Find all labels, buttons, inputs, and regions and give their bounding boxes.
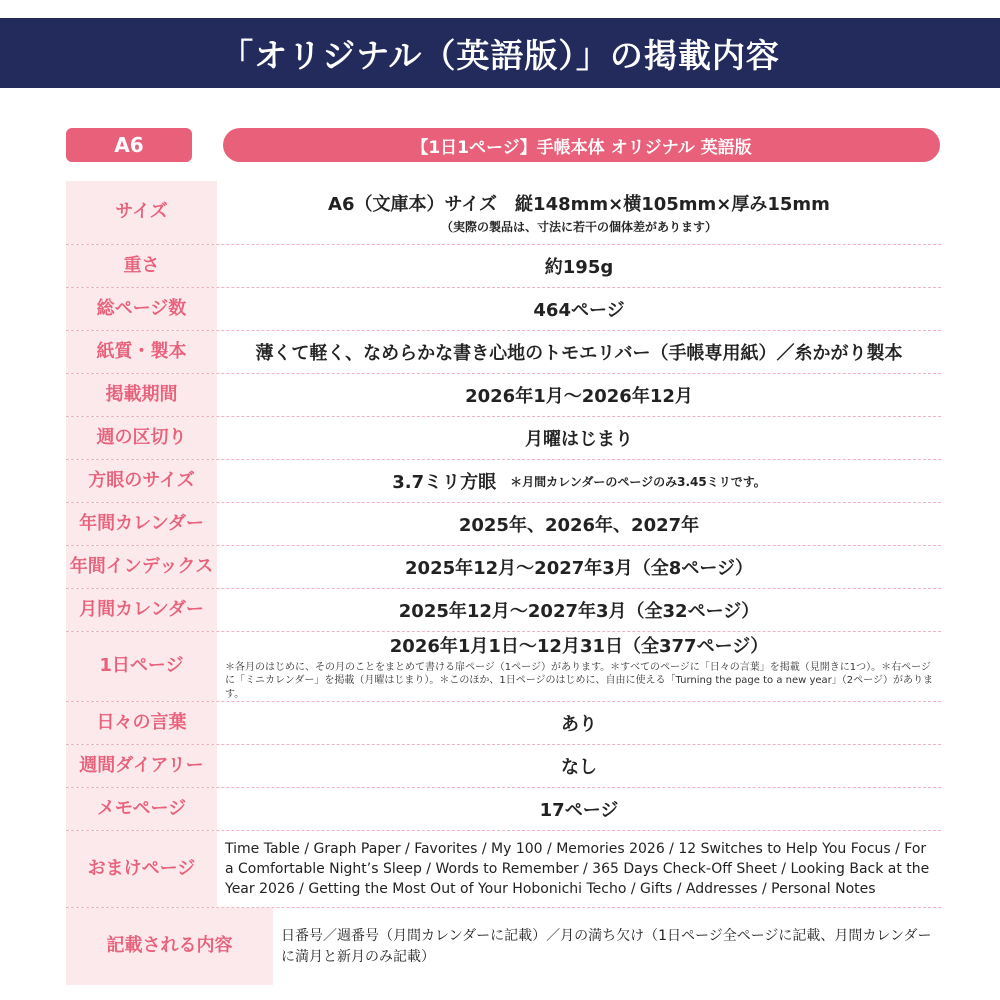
spec-row-period: [66, 374, 941, 417]
spec-row-pages: [66, 288, 941, 331]
spec-table: [66, 181, 941, 985]
spec-label: 年間インデックス: [66, 546, 217, 588]
spec-row-daily-quotes: [66, 702, 941, 745]
product-title: 【1日1ページ】手帳本体 オリジナル 英語版: [223, 128, 940, 162]
spec-label: 掲載期間: [66, 374, 217, 416]
spec-label: メモページ: [66, 788, 217, 830]
spec-row-bonus-pages: [66, 831, 941, 908]
spec-label: 総ページ数: [66, 288, 217, 330]
spec-value: [217, 831, 941, 907]
spec-note: ＊月間カレンダーのページのみ3.45ミリです。: [510, 474, 766, 489]
spec-value: 月曜はじまり: [525, 429, 633, 450]
spec-label: 紙質・製本: [66, 331, 217, 373]
spec-row-recorded-content: [66, 908, 941, 985]
spec-label: 日々の言葉: [66, 702, 217, 744]
spec-value-text: A6（文庫本）サイズ 縦148mm×横105mm×厚み15mm: [328, 194, 830, 215]
spec-label: 週間ダイアリー: [66, 745, 217, 787]
spec-value: 2025年12月〜2027年3月（全32ページ）: [398, 601, 760, 622]
spec-value: [273, 908, 941, 985]
spec-row-paper: [66, 331, 941, 374]
page-title: 「オリジナル（英語版）」の掲載内容: [220, 35, 780, 75]
spec-row-weight: [66, 245, 941, 288]
spec-value: 薄くて軽く、なめらかな書き心地のトモエリバー（手帳専用紙）／糸かがり製本: [255, 343, 903, 364]
spec-value: [217, 632, 941, 701]
spec-label: おまけページ: [66, 831, 217, 907]
spec-label: 月間カレンダー: [66, 589, 217, 631]
spec-value-text: Time Table / Graph Paper / Favorites / My 100 / Memories 2026 / 12 Switches to Help You Focus / For a Comfortable Night’s Sleep / Words to Remember / 365 Days Check-Off Sheet / Looking Back at the Year 2026 / Getting the Most Out of Your Hobonichi Techo / Gifts / Addresses / Personal Notes: [225, 840, 930, 898]
spec-value: 17ページ: [539, 800, 619, 821]
spec-label: 年間カレンダー: [66, 503, 217, 545]
spec-value: 2025年12月〜2027年3月（全8ページ）: [405, 558, 753, 579]
spec-row-yearly-calendar: [66, 503, 941, 546]
spec-row-memo-pages: [66, 788, 941, 831]
spec-row-monthly-calendar: [66, 589, 941, 632]
spec-value-text: 日番号／週番号（月間カレンダーに記載）／月の満ち欠け（1日ページ全ページに記載、月間カレンダーに満月と新月のみ記載）: [281, 927, 932, 965]
spec-value: 2025年、2026年、2027年: [458, 515, 700, 536]
spec-row-grid: [66, 460, 941, 503]
spec-value: 2026年1月〜2026年12月: [465, 386, 693, 407]
spec-value: [217, 181, 941, 244]
spec-row-daily-page: [66, 632, 941, 702]
spec-value: [217, 460, 941, 502]
spec-note: （実際の製品は、寸法に若干の個体差があります）: [440, 220, 717, 234]
spec-note: ＊各月のはじめに、その月のことをまとめて書ける扉ページ（1ページ）があります。＊すべてのページに「日々の言葉」を掲載（見開きに1つ）。＊右ページに「ミニカレンダー」を掲載（月曜はじまり）。＊このほか、1日ページのはじめに、自由に使える「Turning the page to a new year」（2ページ）があります。: [225, 661, 933, 700]
spec-value: なし: [561, 757, 597, 778]
spec-row-weekly-diary: [66, 745, 941, 788]
spec-label: 記載される内容: [66, 908, 273, 985]
spec-label: 方眼のサイズ: [66, 460, 217, 502]
spec-value-text: 3.7ミリ方眼: [392, 472, 497, 493]
page-header: [0, 18, 1000, 88]
spec-label: 週の区切り: [66, 417, 217, 459]
spec-value: 約195g: [544, 257, 614, 278]
spec-label: サイズ: [66, 181, 217, 244]
spec-row-week-start: [66, 417, 941, 460]
spec-label: 重さ: [66, 245, 217, 287]
size-badge: A6: [66, 128, 192, 162]
spec-row-size: [66, 181, 941, 245]
spec-value: あり: [561, 714, 597, 735]
spec-value-text: 2026年1月1日〜12月31日（全377ページ）: [389, 635, 769, 657]
spec-row-yearly-index: [66, 546, 941, 589]
spec-label: 1日ページ: [66, 632, 217, 701]
spec-value: 464ページ: [533, 300, 625, 321]
